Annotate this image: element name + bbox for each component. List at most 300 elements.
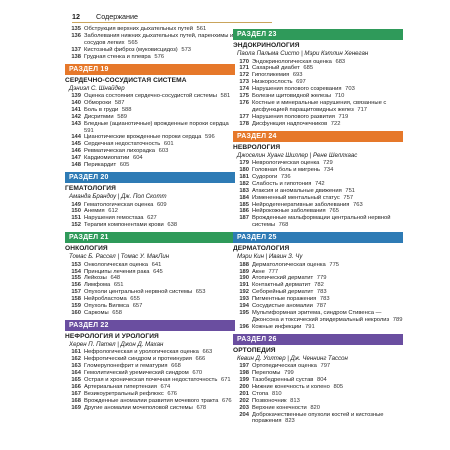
section-category: НЕВРОЛОГИЯ xyxy=(233,143,281,151)
toc-entry[interactable] xyxy=(233,384,403,391)
chapter-title xyxy=(252,262,403,269)
chapter-title-text: Лимфома xyxy=(84,282,111,289)
chapter-number: 146 xyxy=(71,148,81,155)
toc-entry[interactable] xyxy=(65,370,235,377)
chapter-number: 136 xyxy=(71,32,81,39)
chapter-title-text: Гематологическая оценка xyxy=(84,201,154,208)
page-ref: 729 xyxy=(321,160,333,167)
chapter-title xyxy=(84,303,235,310)
page-ref: 693 xyxy=(291,72,303,79)
page-ref: 787 xyxy=(314,303,327,310)
page-ref: 573 xyxy=(179,46,192,53)
toc-entry[interactable] xyxy=(65,54,235,61)
toc-entry[interactable] xyxy=(65,262,235,269)
chapter-number: 180 xyxy=(239,166,249,173)
chapter-number: 161 xyxy=(71,349,81,356)
toc-entry[interactable] xyxy=(65,134,235,141)
chapter-title-text: Нарушения гемостаза xyxy=(84,215,144,222)
page-ref: 710 xyxy=(333,93,345,100)
chapter-number: 198 xyxy=(239,370,249,377)
chapter-title-text: Атопический дерматит xyxy=(252,275,314,282)
page-ref: 627 xyxy=(145,215,157,222)
chapter-title-text: Измененный ментальный статус xyxy=(252,194,340,201)
page-ref: 703 xyxy=(343,86,355,93)
page-ref: 587 xyxy=(113,99,125,106)
chapter-number: 200 xyxy=(239,383,249,390)
chapter-title xyxy=(84,275,235,282)
page-ref: 641 xyxy=(150,261,162,268)
chapter-number: 192 xyxy=(239,289,249,296)
chapter-title-text: Доброкачественные опухоли костей и кистозные поражения xyxy=(252,411,384,425)
section-header[interactable] xyxy=(233,232,403,243)
page-ref: 783 xyxy=(318,296,330,303)
section-authors: Мэри Кин | Иваин З. Чу xyxy=(237,253,303,261)
page-ref: 722 xyxy=(329,120,341,127)
page-ref: 588 xyxy=(120,106,132,113)
chapter-number: 166 xyxy=(71,383,81,390)
toc-entry[interactable] xyxy=(233,215,403,229)
chapter-title-text: Верхние конечности xyxy=(252,404,307,411)
toc-entry[interactable] xyxy=(233,86,403,93)
chapter-number: 176 xyxy=(239,99,249,106)
chapter-number: 139 xyxy=(71,93,81,100)
page-ref: 777 xyxy=(266,268,279,275)
page-ref: 736 xyxy=(279,173,291,180)
chapter-title xyxy=(84,222,235,229)
chapter-number: 170 xyxy=(239,58,249,65)
toc-entry[interactable] xyxy=(65,275,235,282)
chapter-number: 157 xyxy=(71,289,81,296)
chapter-title-text: Опухоль Вилмса xyxy=(84,303,130,310)
page-ref: 768 xyxy=(277,222,289,229)
toc-entry[interactable] xyxy=(233,412,403,426)
page-ref: 789 xyxy=(391,316,403,323)
section-label: РАЗДЕЛ 23 xyxy=(237,31,277,38)
toc-entry[interactable] xyxy=(65,384,235,391)
chapter-title-text: Сердечная недостаточность xyxy=(84,141,161,148)
page-ref: 603 xyxy=(157,148,169,155)
chapter-title-text: Грудная стенка и плевра xyxy=(84,53,151,60)
page-ref: 663 xyxy=(200,349,213,356)
page-ref: 820 xyxy=(308,404,321,411)
chapter-title xyxy=(84,296,235,303)
section-header[interactable] xyxy=(233,334,403,345)
chapter-title-text: Перикардит xyxy=(84,162,117,169)
toc-entry[interactable] xyxy=(233,195,403,202)
chapter-title xyxy=(84,162,235,169)
section-category: ОНКОЛОГИЯ xyxy=(65,245,108,253)
page-ref: 757 xyxy=(341,194,354,201)
chapter-title-text: Анемия xyxy=(84,208,105,215)
toc-entry[interactable] xyxy=(233,289,403,296)
toc-entry[interactable] xyxy=(233,65,403,72)
page-ref: 676 xyxy=(220,397,232,404)
toc-entry[interactable] xyxy=(233,114,403,121)
toc-entry[interactable] xyxy=(65,155,235,162)
toc-entry[interactable] xyxy=(233,262,403,269)
section-header[interactable] xyxy=(233,29,403,40)
chapter-number: 135 xyxy=(71,26,81,32)
section-label: РАЗДЕЛ 20 xyxy=(69,174,109,181)
chapter-number: 165 xyxy=(71,377,81,383)
chapter-number: 191 xyxy=(239,282,249,289)
chapter-number: 202 xyxy=(239,397,249,404)
chapter-number: 172 xyxy=(239,72,249,79)
toc-entry[interactable] xyxy=(233,72,403,79)
chapter-title xyxy=(84,121,235,135)
page-ref: 791 xyxy=(303,323,315,330)
chapter-number: 201 xyxy=(239,390,249,397)
chapter-title-text: Саркомы xyxy=(84,309,109,316)
chapter-number: 168 xyxy=(71,397,81,404)
toc-entry[interactable] xyxy=(65,114,235,121)
chapter-title-text: Контактный дерматит xyxy=(252,282,311,289)
chapter-number: 182 xyxy=(239,180,249,187)
chapter-number: 203 xyxy=(239,404,249,411)
chapter-number: 137 xyxy=(71,46,81,53)
toc-entry[interactable] xyxy=(233,121,403,128)
section-label: РАЗДЕЛ 24 xyxy=(237,132,277,140)
chapter-title xyxy=(84,202,235,209)
toc-entry[interactable] xyxy=(233,303,403,310)
page-ref: 813 xyxy=(288,397,300,404)
toc-entry[interactable] xyxy=(65,33,235,47)
chapter-title xyxy=(84,47,235,54)
toc-entry[interactable] xyxy=(233,363,403,370)
chapter-number: 143 xyxy=(71,120,81,127)
toc-entry[interactable] xyxy=(65,93,235,100)
chapter-title-text: Нефрологическая и урологическая оценка xyxy=(84,349,199,356)
toc-column-left xyxy=(65,26,235,412)
toc-entry[interactable] xyxy=(233,79,403,86)
chapter-number: 162 xyxy=(71,356,81,363)
chapter-title-text: Лейкозы xyxy=(84,275,107,282)
section-authors: Херен П. Пател | Джон Д. Махан xyxy=(69,340,164,348)
chapter-title-text: Острая и хроническая почечная недостаточность xyxy=(84,377,218,383)
toc-entry[interactable] xyxy=(233,310,403,324)
page-ref: 799 xyxy=(282,370,294,377)
toc-entry[interactable] xyxy=(65,398,235,405)
page-ref: 581 xyxy=(218,93,231,100)
chapter-title-text: Тазобедренный сустав xyxy=(252,377,314,383)
chapter-title xyxy=(84,114,235,121)
chapter-title-text: Акне xyxy=(252,268,265,275)
page-ref: 804 xyxy=(315,377,327,383)
chapter-title-text: Сахарный диабет xyxy=(252,65,300,72)
chapter-number: 148 xyxy=(71,162,81,169)
section-authors: Джоселин Хуанг Шиллер | Рене Шеллхаас xyxy=(237,151,358,159)
chapter-number: 138 xyxy=(71,53,81,60)
page-ref: 671 xyxy=(219,377,231,383)
chapter-title-text: Себорейный дерматит xyxy=(252,289,314,296)
chapter-title-text: Слабость и гипотония xyxy=(252,180,312,187)
chapter-title-text: Атаксия и аномальные движения xyxy=(252,187,342,194)
page-ref: 591 xyxy=(84,127,94,134)
chapter-number: 181 xyxy=(239,173,249,180)
page-ref: 609 xyxy=(155,201,167,208)
chapter-title xyxy=(252,377,403,384)
toc-column-right xyxy=(233,26,403,425)
chapter-title xyxy=(252,289,403,296)
chapter-title xyxy=(84,391,235,398)
toc-entry[interactable] xyxy=(233,174,403,181)
chapter-number: 144 xyxy=(71,134,81,141)
chapter-title-text: Кардиомиопатии xyxy=(84,155,130,162)
page-ref: 576 xyxy=(152,53,165,60)
toc-entry[interactable] xyxy=(65,141,235,148)
chapter-number: 196 xyxy=(239,323,249,330)
chapter-title xyxy=(84,398,235,405)
page-ref: 717 xyxy=(355,106,368,113)
page-ref: 783 xyxy=(315,289,327,296)
page-header xyxy=(72,12,272,23)
section-header[interactable] xyxy=(65,172,235,183)
chapter-title-text: Стопа xyxy=(252,390,269,397)
chapter-title xyxy=(252,114,403,121)
chapter-title xyxy=(84,262,235,269)
chapter-number: 178 xyxy=(239,120,249,127)
page-ref: 658 xyxy=(110,309,122,316)
chapter-title-text: Оценка состояния сердечно-сосудистой системы xyxy=(84,93,217,100)
toc-entry[interactable] xyxy=(233,181,403,188)
chapter-title xyxy=(252,324,403,331)
toc-entry[interactable] xyxy=(65,377,235,384)
chapter-number: 179 xyxy=(239,160,249,167)
chapter-title-text: Терапия компонентами крови xyxy=(84,222,164,229)
chapter-title xyxy=(84,93,235,100)
page-ref: 763 xyxy=(351,201,363,208)
section-category: ГЕМАТОЛОГИЯ xyxy=(65,185,116,192)
toc-entry[interactable] xyxy=(233,398,403,405)
chapter-number: 188 xyxy=(239,261,249,268)
page-ref: 605 xyxy=(118,162,130,169)
page-ref: 561 xyxy=(194,26,207,32)
page-ref: 604 xyxy=(131,155,143,162)
page-ref: 734 xyxy=(322,166,334,173)
toc-entry[interactable] xyxy=(233,370,403,377)
section-header[interactable] xyxy=(65,232,235,243)
section-header[interactable] xyxy=(65,64,235,75)
chapter-title-text: Пигментные поражения xyxy=(252,296,317,303)
page-ref: 596 xyxy=(203,134,215,141)
chapter-number: 184 xyxy=(239,194,249,201)
section-authors: Аманда Брандоу | Дж. Пол Скотт xyxy=(69,193,167,200)
chapter-title-text: Другие аномалии мочеполовой системы xyxy=(84,404,193,411)
page-ref: 765 xyxy=(327,208,339,215)
chapter-number: 158 xyxy=(71,296,81,303)
chapter-number: 147 xyxy=(71,155,81,162)
chapter-title xyxy=(252,160,403,167)
chapter-title-text: Ревматическая лихорадка xyxy=(84,148,156,155)
chapter-number: 154 xyxy=(71,268,81,275)
chapter-title xyxy=(84,208,235,215)
page-ref: 589 xyxy=(115,113,127,120)
page-ref: 648 xyxy=(108,275,121,282)
chapter-number: 173 xyxy=(239,79,249,86)
chapter-number: 187 xyxy=(239,215,249,222)
toc-entry[interactable] xyxy=(65,405,235,412)
section-header[interactable] xyxy=(65,320,235,331)
section-authors: Паола Пальма Систо | Мэри Кэтлин Хенеган xyxy=(237,50,369,57)
chapter-title-text: Онкологическая оценка xyxy=(84,261,149,268)
chapter-number: 151 xyxy=(71,215,81,222)
chapter-title-text: Переломы xyxy=(252,370,281,377)
toc-entry[interactable] xyxy=(65,202,235,209)
page-ref: 775 xyxy=(327,261,340,268)
toc-entry[interactable] xyxy=(233,167,403,174)
toc-entry[interactable] xyxy=(65,296,235,303)
toc-entry[interactable] xyxy=(65,47,235,54)
chapter-number: 152 xyxy=(71,222,81,229)
chapter-number: 193 xyxy=(239,296,249,303)
chapter-title xyxy=(84,54,235,61)
chapter-title-text: Опухоли центральной нервной системы xyxy=(84,289,193,296)
page-ref: 683 xyxy=(333,58,346,65)
toc-entry[interactable] xyxy=(233,93,403,100)
page-number: 12 xyxy=(72,12,80,21)
page-title: Содержание xyxy=(96,12,139,21)
toc-entry[interactable] xyxy=(65,303,235,310)
chapter-title-text: Болезни щитовидной железы xyxy=(252,93,332,100)
chapter-title-text: Гипогликемия xyxy=(252,72,290,79)
chapter-title-text: Бледные (ацианотичные) врожденные пороки сердца xyxy=(84,120,229,127)
toc-entry[interactable] xyxy=(233,377,403,384)
chapter-title-text: Артериальная гипертензия xyxy=(84,383,157,390)
chapter-title-text: Позвоночник xyxy=(252,397,287,404)
page-ref: 657 xyxy=(131,303,143,310)
chapter-number: 163 xyxy=(71,363,81,370)
chapter-title xyxy=(252,296,403,303)
chapter-number: 204 xyxy=(239,411,249,418)
chapter-title-text: Принципы лечения рака xyxy=(84,268,150,275)
page-ref: 782 xyxy=(312,282,324,289)
page-ref: 668 xyxy=(169,363,181,370)
toc-entry[interactable] xyxy=(65,162,235,169)
chapter-number: 175 xyxy=(239,93,249,100)
toc-entry[interactable] xyxy=(233,296,403,303)
chapter-number: 156 xyxy=(71,282,81,289)
chapter-number: 142 xyxy=(71,113,81,120)
page-ref: 674 xyxy=(158,383,171,390)
chapter-number: 167 xyxy=(71,390,81,397)
chapter-title xyxy=(252,86,403,93)
chapter-title xyxy=(252,391,403,398)
page-ref: 655 xyxy=(128,296,140,303)
chapter-title-text: Ортопедическая оценка xyxy=(252,363,317,370)
toc-entry[interactable] xyxy=(233,160,403,167)
chapter-number: 159 xyxy=(71,303,81,310)
chapter-number: 150 xyxy=(71,208,81,215)
chapter-title-text: Дисритмии xyxy=(84,113,114,120)
chapter-number: 177 xyxy=(239,113,249,120)
toc-entry[interactable] xyxy=(65,26,235,33)
chapter-title xyxy=(252,310,403,324)
chapter-title xyxy=(84,155,235,162)
chapter-title xyxy=(252,93,403,100)
chapter-title-text: Дисфункция надпочечников xyxy=(252,120,328,127)
chapter-title xyxy=(84,377,235,384)
toc-entry[interactable] xyxy=(65,100,235,107)
chapter-number: 141 xyxy=(71,106,81,113)
chapter-number: 185 xyxy=(239,201,249,208)
chapter-title-text: Обмороки xyxy=(84,99,112,106)
chapter-title-text: Врожденные аномалии развития мочевого тракта xyxy=(84,397,219,404)
section-category: СЕРДЕЧНО-СОСУДИСТАЯ СИСТЕМА xyxy=(65,76,187,84)
toc-entry[interactable] xyxy=(65,107,235,114)
page-ref: 805 xyxy=(331,383,344,390)
page-ref: 779 xyxy=(315,275,327,282)
toc-entry[interactable] xyxy=(65,391,235,398)
chapter-title-text: Судороги xyxy=(252,173,278,180)
chapter-title xyxy=(84,384,235,391)
chapter-title xyxy=(252,181,403,188)
chapter-title xyxy=(252,100,403,114)
chapter-title xyxy=(84,370,235,377)
chapter-title-text: Обструкция верхних дыхательных путей xyxy=(84,26,193,32)
section-category: ЭНДОКРИНОЛОГИЯ xyxy=(233,42,300,49)
toc-entry[interactable] xyxy=(65,310,235,317)
chapter-title-text: Сосудистые аномалии xyxy=(252,303,313,310)
chapter-number: 149 xyxy=(71,201,81,208)
toc-entry[interactable] xyxy=(65,121,235,135)
toc-entry[interactable] xyxy=(233,405,403,412)
page-ref: 565 xyxy=(126,39,138,46)
chapter-title xyxy=(84,310,235,317)
toc-entry[interactable] xyxy=(65,215,235,222)
chapter-title xyxy=(252,303,403,310)
section-header[interactable] xyxy=(233,131,403,142)
section-authors: Кевин Д. Уолтер | Дж. Ченнинг Тассон xyxy=(237,354,348,362)
section-category: ДЕРМАТОЛОГИЯ xyxy=(233,245,290,253)
chapter-title xyxy=(84,405,235,412)
chapter-number: 171 xyxy=(239,65,249,72)
chapter-title-text: Нижние конечность и колено xyxy=(252,383,330,390)
page-ref: 742 xyxy=(313,180,325,187)
chapter-title-text: Кожные инфекции xyxy=(252,323,302,330)
toc-entry[interactable] xyxy=(233,391,403,398)
toc-entry[interactable] xyxy=(233,100,403,114)
toc-entry[interactable] xyxy=(233,188,403,195)
section-label: РАЗДЕЛ 25 xyxy=(237,234,277,242)
section-label: РАЗДЕЛ 19 xyxy=(69,65,109,73)
toc-entry[interactable] xyxy=(65,356,235,363)
chapter-number: 189 xyxy=(239,268,249,275)
chapter-title-text: Нефротический синдром и протеинурия xyxy=(84,356,192,363)
section-label: РАЗДЕЛ 21 xyxy=(69,234,109,242)
page-ref: 638 xyxy=(165,222,178,229)
toc-entry[interactable] xyxy=(65,222,235,229)
chapter-title-text: Цианотические врожденные пороки сердца xyxy=(84,134,202,141)
page-ref: 670 xyxy=(190,370,203,377)
page-ref: 697 xyxy=(294,79,306,86)
page-ref: 601 xyxy=(162,141,174,148)
toc-entry[interactable] xyxy=(65,148,235,155)
chapter-number: 186 xyxy=(239,208,249,215)
chapter-number: 169 xyxy=(71,404,81,411)
chapter-title-text: Нейродегенеративные заболевания xyxy=(252,201,350,208)
chapter-title xyxy=(252,363,403,370)
chapter-title-text: Везикоуретральный рефлюкс xyxy=(84,390,164,397)
toc-entry[interactable] xyxy=(65,208,235,215)
chapter-title xyxy=(252,412,403,426)
chapter-title-text: Головная боль и мигрень xyxy=(252,166,321,173)
chapter-title xyxy=(252,121,403,128)
chapter-title-text: Кистозный фиброз (муковисцидоз) xyxy=(84,46,178,53)
section-authors: Дэниэл С. Шнайдер xyxy=(69,84,125,92)
page-ref: 797 xyxy=(318,363,331,370)
chapter-title xyxy=(84,26,235,33)
toc-entry[interactable] xyxy=(233,324,403,331)
